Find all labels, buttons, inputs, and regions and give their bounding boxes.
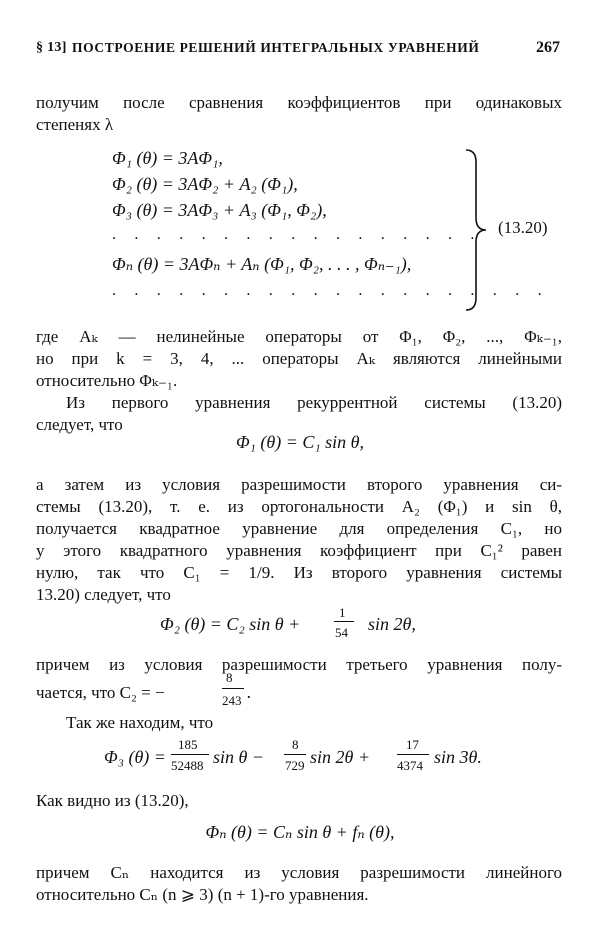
ellipsis-row: . . . . . . . . . . . . . . . . . . . . <box>112 282 549 299</box>
text-line: Как видно из (13.20), <box>36 791 189 810</box>
text-line: у этого квадратного уравнения коэффициент при C₁² равен <box>36 541 562 560</box>
page-number: 267 <box>536 39 560 56</box>
equation-phi1: Φ₁ (θ) = C₁ sin θ, <box>235 432 365 452</box>
text-line: степенях λ <box>36 115 114 134</box>
system-equation-1: Φ₁ (θ) = 3AΦ₁, <box>112 148 223 168</box>
frac-denominator: 54 <box>335 625 348 640</box>
text-line: относительно Cₙ (n ⩾ 3) (n + 1)-го уравнения. <box>36 885 369 904</box>
text-line: где Aₖ — нелинейные операторы от Φ₁, Φ₂, ..., Φₖ₋₁, <box>36 327 562 346</box>
frac-numerator: 8 <box>226 670 233 685</box>
frac-numerator: 1 <box>339 605 346 620</box>
text-line: 13.20) следует, что <box>36 585 171 604</box>
text-line: причем из условия разрешимости третьего уравнения полу- <box>36 655 562 674</box>
c2-period: . <box>247 682 252 702</box>
text-line: но при k = 3, 4, ... операторы Aₖ являются линейными <box>36 349 562 368</box>
text-line: чается, что C₂ = − <box>36 683 165 702</box>
equation-phin: Φₙ (θ) = Cₙ sin θ + fₙ (θ), <box>205 822 395 842</box>
equation-number: (13.20) <box>498 218 548 237</box>
text-line: Так же находим, что <box>66 713 214 732</box>
frac-numerator: 17 <box>406 737 419 752</box>
section-marker: § 13] <box>36 40 67 55</box>
system-equation-n: Φₙ (θ) = 3AΦₙ + Aₙ (Φ₁, Φ₂, . . . , Φₙ₋₁), <box>112 254 412 274</box>
ellipsis-row: . . . . . . . . . . . . . . . . . <box>112 226 482 243</box>
phi3-lhs: Φ₃ (θ) = <box>104 747 166 767</box>
text-line: получим после сравнения коэффициентов при одинаковых <box>36 93 562 112</box>
frac-denominator: 52488 <box>171 758 204 773</box>
frac-numerator: 185 <box>178 737 198 752</box>
text-line: следует, что <box>36 415 123 434</box>
term-function: sin 2θ + <box>310 747 370 767</box>
right-brace <box>462 148 492 312</box>
frac-denominator: 4374 <box>397 758 423 773</box>
system-equation-3: Φ₃ (θ) = 3AΦ₃ + A₃ (Φ₁, Φ₂), <box>112 200 327 220</box>
text-line: причем Cₙ находится из условия разрешимости линейного <box>36 863 562 882</box>
term-function: sin θ − <box>213 747 264 767</box>
text-line: а затем из условия разрешимости второго уравнения си- <box>36 475 562 494</box>
phi2-rhs: sin 2θ, <box>368 614 416 634</box>
frac-numerator: 8 <box>292 737 299 752</box>
text-line: получается квадратное уравнение для определения C₁, но <box>36 519 562 538</box>
system-equation-2: Φ₂ (θ) = 3AΦ₂ + A₂ (Φ₁), <box>112 174 298 194</box>
text-line: стемы (13.20), т. е. из ортогональности A₂ (Φ₁) и sin θ, <box>36 497 562 516</box>
text-line: Из первого уравнения рекуррентной системы (13.20) <box>66 393 562 412</box>
text-line: нулю, так что C₁ = 1/9. Из второго уравнения системы <box>36 563 562 582</box>
frac-denominator: 729 <box>285 758 305 773</box>
running-title: ПОСТРОЕНИЕ РЕШЕНИЙ ИНТЕГРАЛЬНЫХ УРАВНЕНИЙ <box>72 40 480 55</box>
text-line: относительно Φₖ₋₁. <box>36 371 178 390</box>
term-function: sin 3θ. <box>434 747 482 767</box>
frac-denominator: 243 <box>222 693 242 708</box>
phi2-lhs: Φ₂ (θ) = C₂ sin θ + <box>160 614 301 634</box>
